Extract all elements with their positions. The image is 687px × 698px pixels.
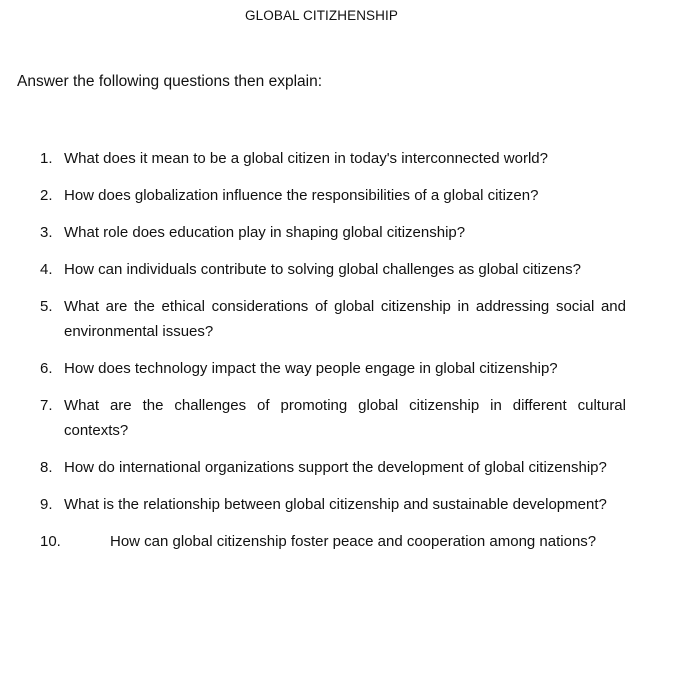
question-number: 5. — [40, 298, 53, 315]
question-item — [40, 257, 626, 282]
question-text: What are the ethical considerations of global citizenship in addressing social and environmental issues? — [64, 298, 626, 340]
question-item — [40, 146, 626, 171]
question-number: 8. — [40, 459, 53, 476]
question-list — [40, 146, 626, 566]
question-number: 6. — [40, 360, 53, 377]
question-text: What are the challenges of promoting global citizenship in different cultural contexts? — [64, 397, 626, 439]
instruction-text: Answer the following questions then explain: — [17, 73, 323, 90]
question-text: How does technology impact the way people engage in global citizenship? — [64, 360, 558, 377]
question-text: What does it mean to be a global citizen in today's interconnected world? — [64, 150, 548, 167]
question-number: 10. — [40, 533, 61, 550]
question-number: 7. — [40, 397, 53, 414]
question-number: 2. — [40, 187, 53, 204]
question-item — [40, 529, 626, 554]
question-number: 4. — [40, 261, 53, 278]
question-item — [40, 492, 626, 517]
document-title: GLOBAL CITIZHENSHIP — [245, 8, 398, 23]
question-number: 9. — [40, 496, 53, 513]
question-text: How do international organizations support the development of global citizenship? — [64, 459, 607, 476]
question-text: How does globalization influence the responsibilities of a global citizen? — [64, 187, 539, 204]
question-number: 3. — [40, 224, 53, 241]
question-item — [40, 356, 626, 381]
question-item — [40, 294, 626, 344]
question-text: How can individuals contribute to solving global challenges as global citizens? — [64, 261, 581, 278]
question-number: 1. — [40, 150, 53, 167]
question-item — [40, 455, 626, 480]
question-text: What role does education play in shaping global citizenship? — [64, 224, 466, 241]
question-text: What is the relationship between global citizenship and sustainable development? — [64, 496, 607, 513]
question-item — [40, 183, 626, 208]
question-item — [40, 220, 626, 245]
question-item — [40, 393, 626, 443]
question-text: How can global citizenship foster peace and cooperation among nations? — [110, 533, 597, 550]
